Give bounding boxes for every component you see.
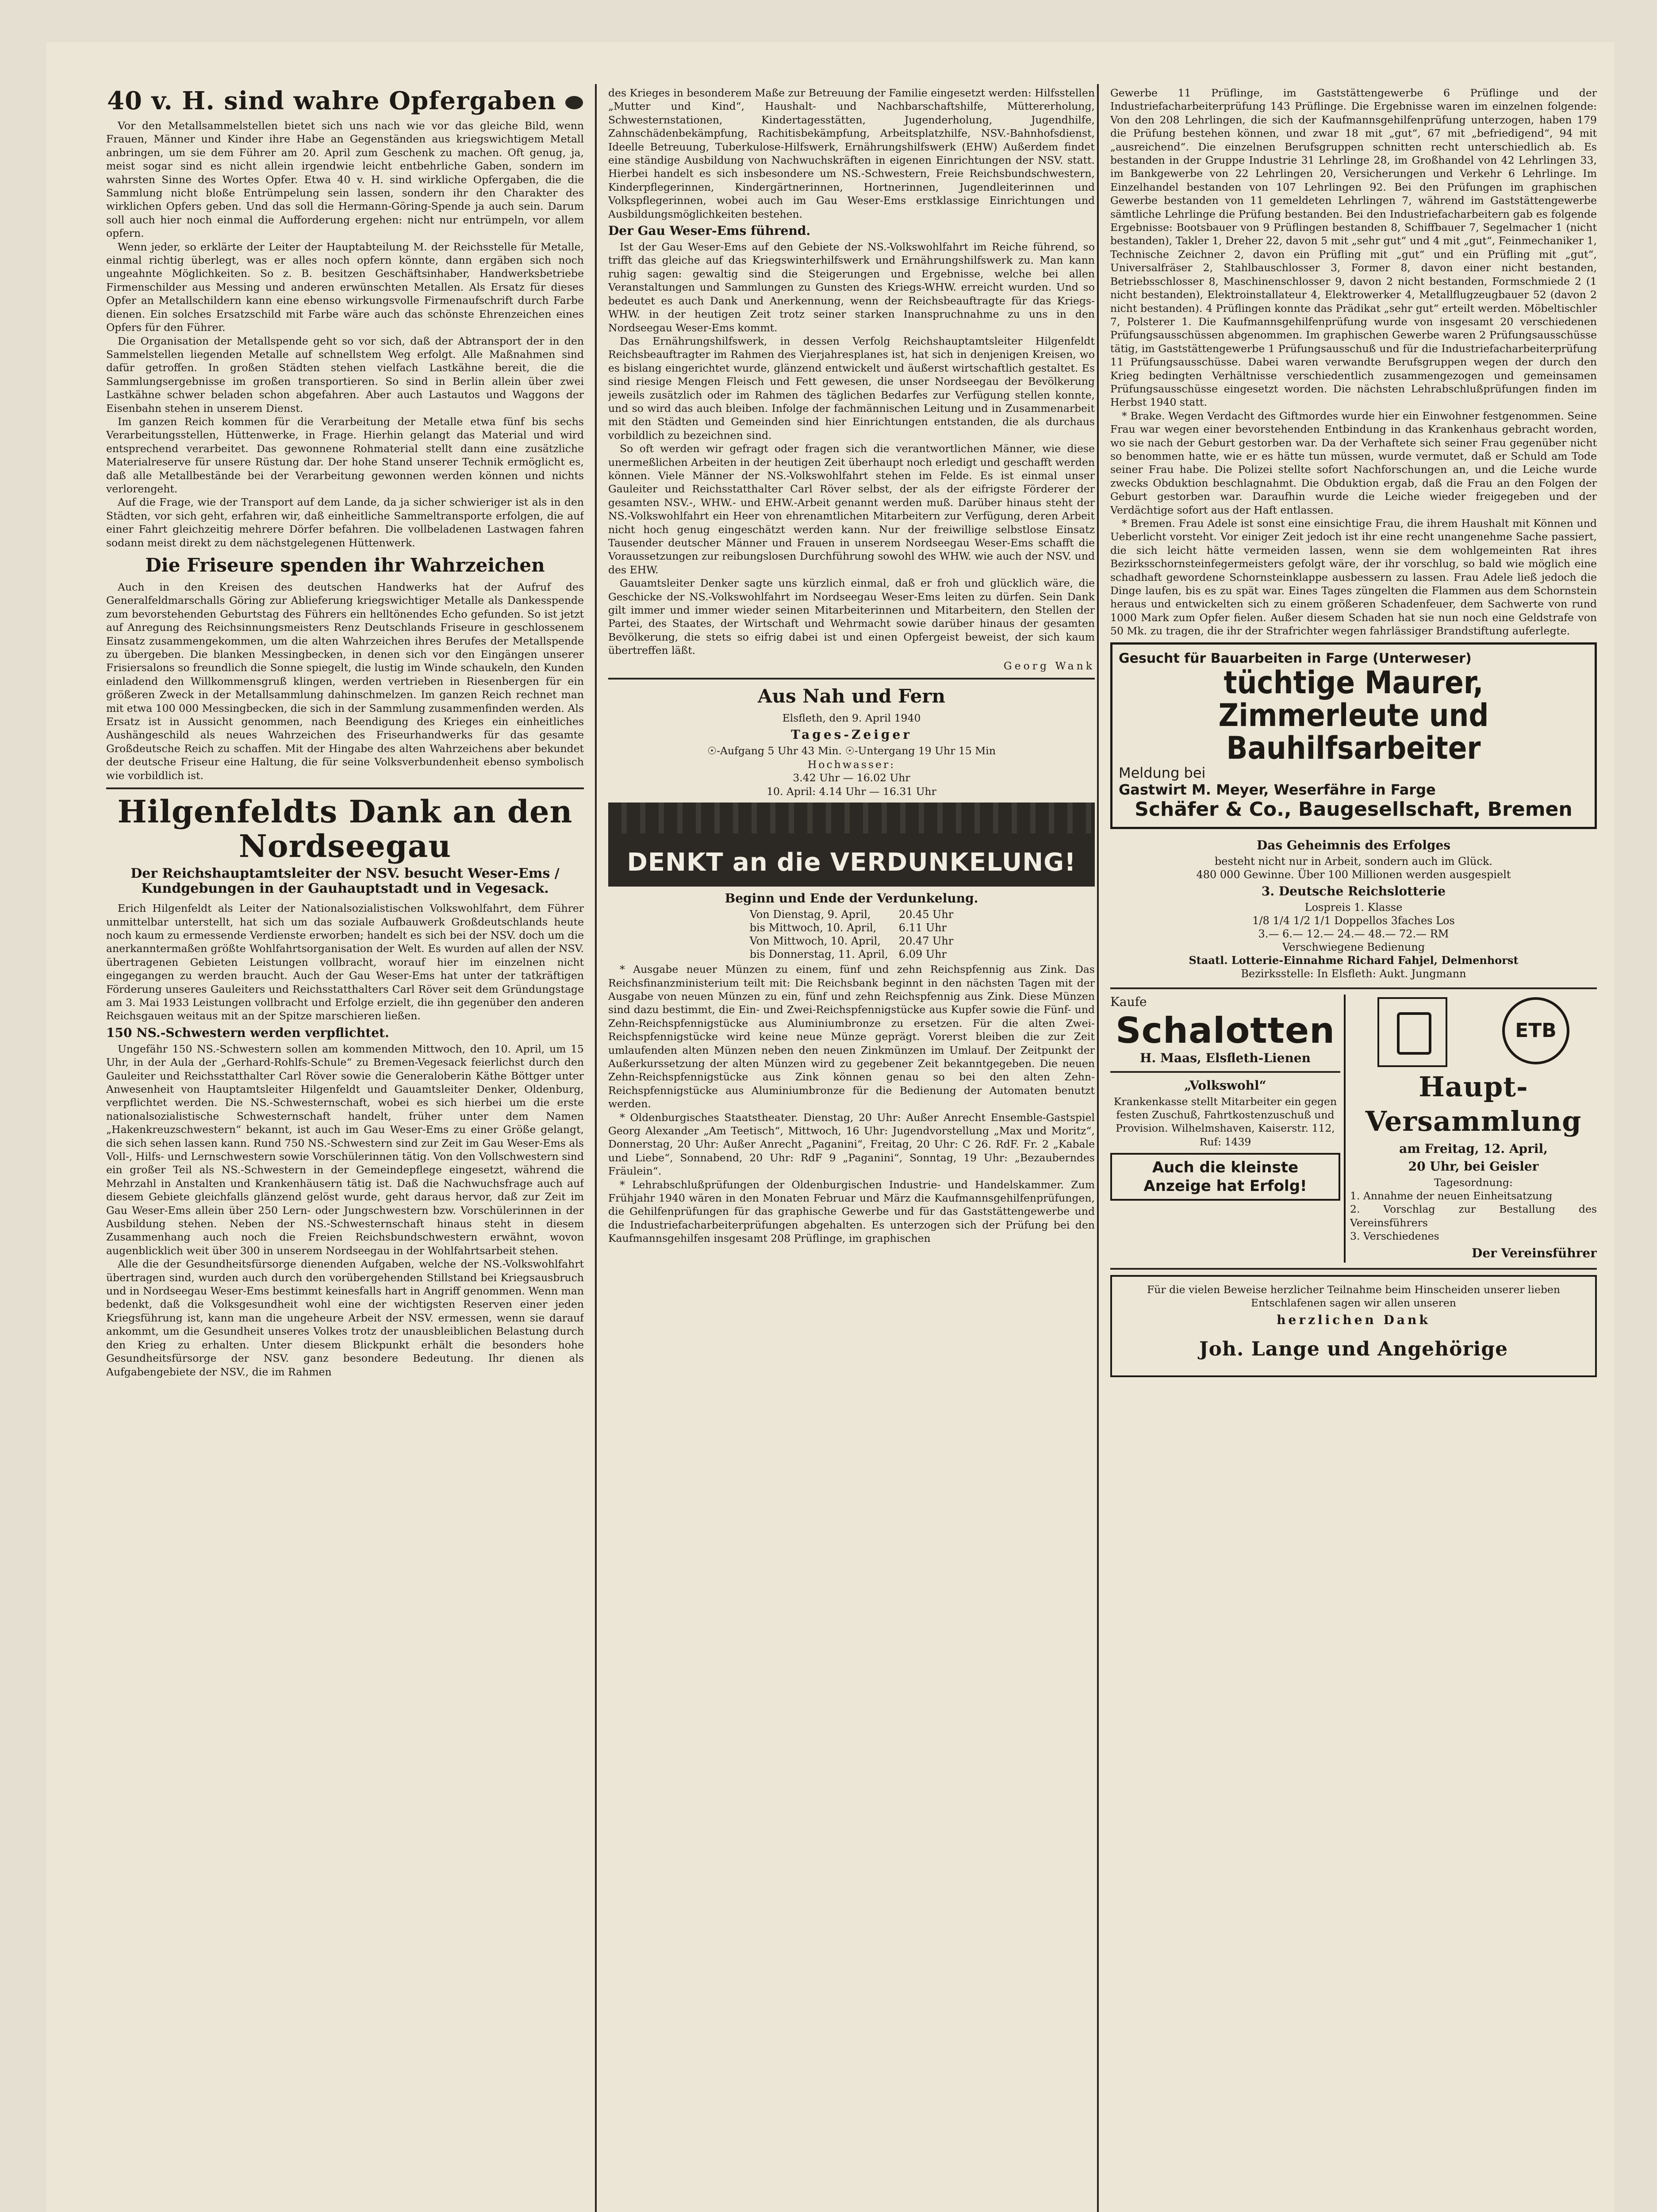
- paragraph: Das Ernährungshilfswerk, in dessen Verfolg Reichshauptamtsleiter Hilgenfeldt Reichsbeauftragter im Rahmen des Vierjahresplanes ist, hat sich in denjenigen Kreisen, wo es bislang eingerichtet wurde, glänzend entwickelt und äußerst wirtschaftlich gestaltet. Es sind riesige Mengen Fleisch und Fett gewesen, die unser Nordseegau der Bevölkerung jeweils zusätzlich oder im Rahmen des täglichen Bedarfes zur Verfügung stellen konnte, und so wird das auch bleiben. Infolge der fachmännischen Leitung und in Zusammenarbeit mit den Städten und Gemeinden sind hier Einrichtungen entstanden, die als durchaus vorbildlich zu bezeichnen sind.: [608, 334, 1095, 442]
- ad-schalotten-headline: Schalotten: [1115, 1010, 1335, 1051]
- paragraph: * Bremen. Frau Adele ist sonst eine einsichtige Frau, die ihrem Haushalt mit Können und Ueberlicht vorsteht. Vor einiger Zeit jedoch ist ihr eine recht unangenehme Sache passiert, die sich leicht hätte vermeiden lassen, wenn sie dem wohlgemeinten Rat ihres Bezirksschornsteinfegermeisters gefolgt wäre, der ihr vorschlug, so bald wie möglich eine schadhaft gewordene Schornsteinklappe ausbessern zu lassen. Frau Adele ließ jedoch die Dinge laufen, bis es zu spät war. Eines Tages züngelten die Flammen aus dem Schornstein heraus und entwickelten sich zu einem größeren Schadenfeuer, dem Sachwerte von rund 1000 Mark zum Opfer fielen. Außer diesem Schaden hat sie nun noch eine Geldstrafe von 50 Mk. zu tragen, die ihr der Strafrichter wegen fahrlässiger Brandstiftung auferlegte.: [1110, 517, 1597, 637]
- hv-agenda-heading: Tagesordnung:: [1434, 1176, 1513, 1189]
- hv-title-1: Haupt-: [1419, 1070, 1528, 1103]
- blackout-times-row: [744, 934, 959, 948]
- ad-lotterie: [1110, 833, 1597, 982]
- paragraph: Die Organisation der Metallspende geht so vor sich, daß der Abtransport der in den Sammelstellen liegenden Metalle auf schnellstem Weg erfolgt. Alle Maßnahmen sind dafür getroffen. In großen Städten stehen vielfach Lastkähne bereit, die die Sammlungsergebnisse im großen transportieren. So sind in Berlin allein über zwei Lastkähne schwer beladen schon abgefahren. Aber auch Lastautos und Waggons der Eisenbahn stehen in unserem Dienst.: [106, 334, 584, 415]
- high-water-today: 3.42 Uhr — 16.02 Uhr: [793, 772, 910, 784]
- hv-agenda-item: 1. Annahme der neuen Einheitsatzung: [1350, 1190, 1553, 1202]
- tages-zeiger-heading: Tages-Zeiger: [790, 727, 913, 742]
- blackout-times-heading: Beginn und Ende der Verdunkelung.: [725, 891, 978, 906]
- paragraph: Im ganzen Reich kommen für die Verarbeitung der Metalle etwa fünf bis sechs Verarbeitungsstellen, Hüttenwerke, in Frage. Hierhin gelangt das Material und wird entsprechend verarbeitet. Das gewonnene Rohmaterial stellt dann eine zusätzliche Materialreserve für unsere Rüstung dar. Der hohe Stand unserer Technik ermöglicht es, daß alle Metallbestände bei der Verarbeitung gewonnen werden können und nichts verlorengeht.: [106, 415, 584, 495]
- section-heading: 150 NS.-Schwestern werden verpflichtet.: [106, 1025, 389, 1040]
- divider: [106, 787, 584, 789]
- paragraph: Erich Hilgenfeldt als Leiter der Nationalsozialistischen Volkswohlfahrt, dem Führer unmittelbar unterstellt, hat sich um das soziale Aufbauwerk Großdeutschlands heute noch kaum zu ermessende Verdienste erworben; handelt es sich bei der NSV. doch um die anerkanntermaßen größte Wohlfahrtsorganisation der Welt. Es wurden auf allen der NSV. übertragenen Gebieten Leistungen vollbracht, worauf hier im einzelnen nicht eingegangen zu werden braucht. Auch der Gau Weser-Ems hat unter der tatkräftigen Förderung unseres Gauleiters und Reichsstatthalters Carl Röver seit dem Gründungstage am 3. Mai 1933 Leistungen vollbracht und Erfolge erzielt, die ihn gegenüber den anderen Reichsgauen weitaus mit an der Spitze marschieren ließen.: [106, 902, 584, 1022]
- article-continued: [608, 86, 1095, 672]
- column-3: [1110, 86, 1597, 2212]
- sun-times: ☉-Aufgang 5 Uhr 43 Min. ☉-Untergang 19 Uhr 15 Min: [707, 745, 996, 757]
- local-news: [608, 963, 1095, 1245]
- blackout-times-row: [744, 948, 959, 961]
- lotterie-line: 1/8 1/4 1/2 1/1 Doppellos 3faches Los: [1252, 914, 1455, 927]
- lotterie-heading: Das Geheimnis des Erfolges: [1256, 837, 1451, 853]
- ad-bauarbeiter-meldung: Meldung bei: [1119, 764, 1206, 781]
- blackout-times-cell: bis Donnerstag, 11. April,: [749, 948, 888, 961]
- headline-friseure: Die Friseure spenden ihr Wahrzeichen: [145, 554, 545, 576]
- ad-bauarbeiter-contact: Gastwirt M. Meyer, Weserfähre in Farge: [1119, 781, 1436, 798]
- paragraph: des Krieges in besonderem Maße zur Betreuung der Familie eingesetzt werden: Hilfsstellen „Mutter und Kind“, Haushalt- und Nachbarschaftshilfe, Müttererholung, Schwesternstationen, Kindertagesstätten, Jugenderholung, Jugendhilfe, Zahnschädenbekämpfung, Rachitisbekämpfung, Arbeitsplatzhilfe, NSV.-Bahnhofsdienst, Ideelle Betreuung, Tuberkulose-Hilfswerk, Ernährungshilfswerk (EHW) Außerdem findet eine ständige Ausbildung von Nachwuchskräften in eigenen Einrichtungen der NSV. statt. Hierbei handelt es sich insbesondere um NS.-Schwestern, Freie Reichsbundschwestern, Kinderpflegerinnen, Kindergärtnerinnen, Hortnerinnen, Jugendleiterinnen und Volkspflegerinnen, wobei auch im Gau Weser-Ems erstklassige Einrichtungen und Ausbildungsmöglichkeiten bestehen.: [608, 87, 1095, 220]
- ad-row: [1110, 995, 1597, 1263]
- ad-bauarbeiter-headline: tüchtige Maurer, Zimmerleute und Bauhilfsarbeiter: [1218, 664, 1489, 766]
- paragraph: * Lehrabschlußprüfungen der Oldenburgischen Industrie- und Handelskammer. Zum Frühjahr 1940 wären in den Monaten Februar und März die Kaufmannsgehilfenprüfungen, die Gehilfenprüfungen für das graphische Gewerbe und für das Gaststättengewerbe und die Industriefacharbeiterprüfungen abgehalten. Es unterzogen sich der Prüfung bei den Kaufmannsgehilfen insgesamt 208 Prüflinge, im graphischen: [608, 1178, 1095, 1245]
- ad-bauarbeiter-company: Schäfer & Co., Baugesellschaft, Bremen: [1135, 798, 1573, 821]
- local-news-continued: [1110, 86, 1597, 638]
- blackout-times-cell: Von Dienstag, 9. April,: [749, 908, 871, 921]
- lotterie-line: Bezirksstelle: In Elsfleth: Aukt. Jungmann: [1241, 967, 1466, 980]
- blackout-times-table: [744, 908, 959, 961]
- paragraph: * Brake. Wegen Verdacht des Giftmordes wurde hier ein Einwohner festgenommen. Seine Frau war wegen einer bevorstehenden Entbindung in das Krankenhaus gebracht worden, wo sie nach der Geburt gestorben war. Da der Verhaftete sich seiner Frau gegenüber nicht so benommen hatte, wie er es hätte tun müssen, wurde vermutet, daß er Schuld am Tode seiner Frau habe. Die Polizei stellte sofort Nachforschungen an, und die Leiche wurde zwecks Obduktion beschlagnahmt. Die Obduktion ergab, daß die Frau an den Folgen der Geburt gestorben war. Daraufhin wurde die Leiche wieder freigegeben und der Verdächtige sofort aus der Haft entlassen.: [1110, 409, 1597, 516]
- ad-volkswohl-text: Krankenkasse stellt Mitarbeiter ein gegen festen Zuschuß, Fahrtkostenzuschuß und Provision. Wilhelmshaven, Kaiserstr. 112, Ruf: 1439: [1113, 1095, 1337, 1148]
- paragraph: Auch in den Kreisen des deutschen Handwerks hat der Aufruf des Generalfeldmarschalls Göring zur Ablieferung kriegswichtiger Metalle als Dankesspende zum bevorstehenden Geburtstag des Führers ein helltönendes Echo gefunden. So ist jetzt auf Anregung des Reichsinnungsmeisters Renz Deutschlands Friseure in geschlossenem Einsatz zusammengekommen, um die alten Wahrzeichen ihres Berufes der Metallspende zu übergeben. Die blanken Messingbecken, in denen sich vor den Eingängen unserer Frisiersalons so freundlich die Sonne spiegelt, die lustig im Winde schaukeln, den Kunden einladend den Willkommensgruß klingen, werden vertrieben in Riesenbergen für ein größeren Zweck in der Metallsammlung dahinschmelzen. Im ganzen Reich rechnet man mit etwa 100 000 Messingbecken, die sich in der Sammlung zusammenfinden werden. Als Ersatz ist in Aussicht genommen, nach Beendigung des Krieges ein einheitliches Aushängeschild als neues Wahrzeichen des Friseurhandwerks für das gesamte Großdeutsche Reich zu schaffen. Mit der Hingabe des alten Wahrzeichens aber bekundet der deutsche Friseur eine Haltung, die für seine Volksverbundenheit ebenso symbolisch wie vorbildlich ist.: [106, 581, 584, 782]
- blackout-times-cell: 6.09 Uhr: [898, 948, 947, 961]
- headline-aus-nah-und-fern: Aus Nah und Fern: [757, 685, 946, 707]
- ad-kleinanzeige: [1110, 1153, 1340, 1201]
- lotterie-line: Lospreis 1. Klasse: [1304, 901, 1403, 914]
- divider: [1110, 1268, 1597, 1270]
- high-water-tomorrow: 10. April: 4.14 Uhr — 16.31 Uhr: [767, 785, 936, 798]
- dank-heading: herzlichen Dank: [1277, 1312, 1431, 1327]
- section-heading: Der Gau Weser-Ems führend.: [608, 223, 811, 238]
- column-2: [608, 86, 1095, 2212]
- blackout-times-cell: bis Mittwoch, 10. April,: [749, 922, 877, 934]
- blackout-times-cell: 20.47 Uhr: [898, 935, 954, 948]
- lotterie-line: Staatl. Lotterie-Einnahme Richard Fahjel, Delmenhorst: [1189, 953, 1519, 967]
- blackout-times-row: [744, 908, 959, 921]
- lotterie-line: besteht nicht nur in Arbeit, sondern auch im Glück.: [1214, 855, 1493, 868]
- paragraph: Vor den Metallsammelstellen bietet sich uns nach wie vor das gleiche Bild, wenn Frauen, Männer und Kinder ihre Habe an Gegenständen aus kriegswichtigem Metall anbringen, um sie dem Führer am 20. April zum Geschenk zu machen. Oft genug, ja, meist sogar sind es nicht allein irgendwie leicht entbehrliche Gaben, sondern im wahrsten Sinne des Wortes Opfer. Etwa 40 v. H. sind wirkliche Opfergaben, die die Sammlung nicht bloße Entrümpelung sein lassen, sondern ihr den Charakter des wirklichen Opfers geben. Und das soll die Hermann-Göring-Spende ja auch sein. Darum soll auch hier noch einmal die Aufforderung ergehen: nicht nur entrümpeln, vor allem opfern.: [106, 119, 584, 240]
- dateline: Elsfleth, den 9. April 1940: [782, 712, 921, 725]
- hv-agenda-item: 2. Vorschlag zur Bestallung des Vereinsführers: [1350, 1203, 1597, 1229]
- blackout-times-cell: 20.45 Uhr: [898, 908, 954, 921]
- paragraph: Auf die Frage, wie der Transport auf dem Lande, da ja sicher schwieriger ist als in den Städten, vor sich geht, erfahren wir, daß einheitliche Sammeltransporte erfolgen, die auf einer Fahrt gleichzeitig mehrere Dörfer befahren. Die vollbeladenen Lastwagen fahren sodann meist direkt zu dem nächstgelegenen Hüttenwerk.: [106, 496, 584, 549]
- paragraph: Gauamtsleiter Denker sagte uns kürzlich einmal, daß er froh und glücklich wäre, die Geschicke der NS.-Volkswohlfahrt im Nordseegau Weser-Ems leiten zu dürfen. Sein Dank gilt immer und immer wieder seinen Mitarbeiterinnen und Mitarbeitern, den Stellen der Partei, des Staates, der Wirtschaft und Wehrmacht sowie darüber hinaus der gesamten Bevölkerung, die stets so eifrig dabei ist und einen Opfergeist beweist, der sich kaum übertreffen läßt.: [608, 577, 1095, 657]
- paragraph: * Ausgabe neuer Münzen zu einem, fünf und zehn Reichspfennig aus Zink. Das Reichsfinanzministerium teilt mit: Die Reichsbank beginnt in den nächsten Tagen mit der Ausgabe von neuen Münzen zu ein, fünf und zehn Reichspfennig aus Zink. Diese Münzen sind dazu bestimmt, die Ein- und Zwei-Reichspfennigstücke aus Kupfer sowie die Fünf- und Zehn-Reichspfennigstücke aus Aluminiumbronze zu ersetzen. Für die alten Zwei-Reichspfennigstücke wird keine neue Münze geprägt. Vorerst bleiben die zur Zeit umlaufenden alten Münzen neben den neuen Zinkmünzen im Umlauf. Der Zeitpunkt der Außerkurssetzung der alten Münzen wird zu gegebener Zeit bekanntgegeben. Die neuen Zehn-Reichspfennigstücke aus Zink können genau so bei den alten Zehn-Reichspfennigstücke aus Aluminiumbronze für die Bedienung der Automaten benutzt werden.: [608, 963, 1095, 1110]
- article-friseure: [106, 580, 584, 782]
- hv-signature: Der Vereinsführer: [1472, 1245, 1597, 1260]
- hv-date: am Freitag, 12. April,: [1399, 1141, 1548, 1156]
- paragraph: Ungefähr 150 NS.-Schwestern sollen am kommenden Mittwoch, den 10. April, um 15 Uhr, in der Aula der „Gerhard-Rohlfs-Schule“ zu Bremen-Vegesack feierlichst durch den Gauleiter und Reichsstatthalter Carl Röver sowie die Generaloberin Käthe Böttger unter Anwesenheit von Hauptamtsleiter Hilgenfeldt und Gauamtsleiter Denker, Oldenburg, verpflichtet werden. Die NS.-Schwesternschaft, wobei es sich hierbei um die erste nationalsozialistische Schwesternschaft handelt, früher unter dem Namen „Hakenkreuzschwestern“ bekannt, ist auch im Gau Weser-Ems zu einer Größe gelangt, die sich sehen lassen kann. Rund 750 NS.-Schwestern sind zur Zeit im Gau Weser-Ems als Voll-, Hilfs- und Lernschwestern sowie Vorschülerinnen tätig. Von den Vollschwestern sind ein großer Teil als NS.-Schwestern in der Gemeindepflege eingesetzt, während die Mehrzahl in Anstalten und Krankenhäusern tätig ist. Daß die Nachwuchsfrage auch auf diesem Gebiete gleichfalls glänzend gelöst wurde, geht daraus hervor, daß zur Zeit im Gau Weser-Ems allein über 250 Lern- oder Jungschwestern bzw. Vorschülerinnen in der Ausbildung stehen. Neben der NS.-Schwesternschaft hinaus steht in diesem Zusammenhang auch noch die Freien Reichsbundschwestern erwähnt, wovon augenblicklich weit über 300 in unserem Nordseegau in der Wohlfahrtsarbeit stehen.: [106, 1042, 584, 1257]
- ad-danksagung: [1110, 1275, 1597, 1377]
- ad-kaufe: Kaufe: [1110, 994, 1147, 1009]
- subheadline-hilgenfeldt: Der Reichshauptamtsleiter der NSV. besucht Weser-Ems / Kundgebungen in der Gauhauptstadt und in Vegesack.: [130, 866, 560, 897]
- article-hilgenfeldt: [106, 902, 584, 1379]
- lotterie-title: 3. Deutsche Reichslotterie: [1261, 883, 1446, 899]
- skyline-graphic: [608, 803, 1095, 833]
- lotterie-line: Verschwiegene Bedienung: [1282, 941, 1425, 953]
- column-rule-1: [595, 84, 597, 2212]
- divider: [1110, 987, 1597, 989]
- lotterie-line: 3.— 6.— 12.— 24.— 48.— 72.— RM: [1258, 927, 1449, 940]
- high-water-label: Hochwasser:: [807, 758, 896, 771]
- ad-hauptversammlung: [1350, 995, 1597, 1263]
- paragraph: Gewerbe 11 Prüflinge, im Gaststättengewerbe 6 Prüflinge und der Industriefacharbeiterprüfung 143 Prüflinge. Die Ergebnisse waren im einzelnen folgende: Von den 208 Lehrlingen, die sich der Kaufmannsgehilfenprüfung unterzogen, haben 179 die Prüfung bestehen können, und zwar 18 mit „gut“, 67 mit „befriedigend“, 94 mit „ausreichend“. Die einzelnen Berufsgruppen schnitten recht unterschiedlich ab. Es bestanden in der Gruppe Industrie 31 Lehrlinge 28, im Großhandel von 42 Lehrlingen 33, im Bankgewerbe von 22 Lehrlingen 20, Versicherungen und Verkehr 6 Lehrlinge. Im Einzelhandel bestanden von 107 Lehrlingen 92. Bei den Prüfungen im graphischen Gewerbe bestanden von 11 gemeldeten Lehrlingen 7, während im Gaststättengewerbe sämtliche Lehrlinge die Prüfung bestanden. Bei den Industriefacharbeitern gab es folgende Ergebnisse: Bootsbauer von 9 Prüflingen bestanden 8, Schiffbauer 7, Segelmacher 1 (nicht bestanden), Takler 1, Dreher 22, davon 5 mit „sehr gut“ und 4 mit „gut“, Feinmechaniker 1, Technische Zeichner 2, davon ein Prüfling mit „gut“ und ein Prüfling mit „gut“, Universalfräser 2, Stahlbauschlosser 3, Former 8, davon einer nicht bestanden, Betriebsschlosser 8, Maschinenschlosser 9, davon 2 nicht bestanden, Formschmiede 2 (1 nicht bestanden), Elektroinstallateur 4, Elektrowerker 4, Metallflugzeugbauer 52 (davon 2 nicht bestanden). 4 Prüflingen konnte das Prädikat „sehr gut“ erteilt werden. Möbeltischler 7, Polsterer 1. Die Kaufmannsgehilfenprüfung wurde von insgesamt 20 verschiedenen Prüfungsausschüssen abgenommen. Im graphischen Gewerbe waren 2 Prüfungsausschüsse tätig, im Gaststättengewerbe 1 Prüfungsausschuß und für die Industriefacharbeiterprüfung 11 Prüfungsausschüsse. Dabei waren verwandte Berufsgruppen wegen der durch den Krieg bedingten Verhältnisse verschiedentlich zusammengezogen und gemeinsamen Prüfungsausschüsse eingesetzt worden. Die nächsten Lehrabschlußprüfungen finden im Herbst 1940 statt.: [1110, 87, 1597, 409]
- ad-schalotten: [1110, 995, 1346, 1263]
- column-1: [106, 86, 584, 2212]
- article-opfergaben: [106, 119, 584, 549]
- divider: [608, 678, 1095, 680]
- etb-logo: ETB: [1502, 997, 1569, 1064]
- headline-hilgenfeldt: Hilgenfeldts Dank an den Nordseegau: [117, 793, 573, 865]
- ad-kleinanzeige-line: Anzeige hat Erfolg!: [1143, 1177, 1307, 1195]
- ad-bauarbeiter-intro: Gesucht für Bauarbeiten in Farge (Unterweser): [1119, 650, 1472, 666]
- headline-opfergaben: 40 v. H. sind wahre Opfergaben: [106, 86, 584, 115]
- paragraph: Ist der Gau Weser-Ems auf den Gebiete der NS.-Volkswohlfahrt im Reiche führend, so trifft das gleiche auf das Kriegswinterhilfswerk und Ernährungshilfswerk zu. Man kann ruhig sagen: gewaltig sind die Steigerungen und Ergebnisse, welche bei allen Veranstaltungen und Sammlungen zu Gunsten des Kriegs-WHW. erreicht wurden. Und so bedeutet es auch Dank und Anerkennung, wenn der Reichsbeauftragte für das Kriegs-WHW. in der heutigen Zeit trotz seiner starken Inanspruchnahme zu uns in den Nordseegau Weser-Ems kommt.: [608, 241, 1095, 334]
- column-rule-2: [1097, 84, 1099, 2212]
- lotterie-line: 480 000 Gewinne. Über 100 Millionen werden ausgespielt: [1196, 868, 1511, 881]
- blackout-times-cell: Von Mittwoch, 10. April,: [749, 935, 881, 948]
- paragraph: So oft werden wir gefragt oder fragen sich die verantwortlichen Männer, wie diese unermeßlichen Arbeiten in der heutigen Zeit überhaupt noch erledigt und geschafft werden können. Viele Männer der NS.-Volkswohlfahrt stehen im Felde. Es ist einmal unser Gauleiter und Reichsstatthalter Carl Röver selbst, der als der eifrigste Förderer der gesamten NSV.-, WHW.- und EHW.-Arbeit genannt werden muß. Darüber hinaus steht der NS.-Volkswohlfahrt ein Heer von ehrenamtlichen Mitarbeitern zur Verfügung, deren Arbeit nicht hoch genug eingeschätzt werden kann. Nur der freiwillige selbstlose Einsatz Tausender deutscher Männer und Frauen in unserem Nordseegau Weser-Ems schafft die Voraussetzungen zur reibungslosen Durchführung sowohl des WHW. wie auch der NSV. und des EHW.: [608, 442, 1095, 576]
- paragraph: Wenn jeder, so erklärte der Leiter der Hauptabteilung M. der Reichsstelle für Metalle, einmal richtig überlegt, was er alles noch opfern könnte, dann ergäben sich noch ungeahnte Möglichkeiten. So z. B. besitzen Geschäftsinhaber, Handwerksbetriebe Firmenschilder aus Messing und anderen erwünschten Metallen. Als Ersatz für dieses Opfer an Metallschildern kann eine ebenso wirkungsvolle Firmenaufschrift durch Farbe dienen. Ein solches Ersatzschild mit Farbe wäre auch das schönste Ehrenzeichen eines Opfers für den Führer.: [106, 240, 584, 334]
- blackout-times-cell: 6.11 Uhr: [898, 922, 947, 934]
- seal-icon: [565, 96, 583, 109]
- divider: [1110, 1071, 1340, 1073]
- ad-volkswohl-title: „Volkswohl“: [1184, 1078, 1266, 1093]
- author-signature: Georg Wank: [1003, 659, 1095, 672]
- ad-bauarbeiter: [1110, 642, 1597, 829]
- blackout-times-row: [744, 921, 959, 934]
- hv-agenda-item: 3. Verschiedenes: [1350, 1230, 1439, 1243]
- eagle-emblem-icon: [1377, 997, 1447, 1067]
- hv-time: 20 Uhr, bei Geisler: [1408, 1159, 1539, 1174]
- paragraph: * Oldenburgisches Staatstheater. Dienstag, 20 Uhr: Außer Anrecht Ensemble-Gastspiel Georg Alexander „Am Teetisch“, Mittwoch, 16 Uhr: Jugendvorstellung „Max und Moritz“, Donnerstag, 20 Uhr: Außer Anrecht „Paganini“, Freitag, 20 Uhr: C 26. RdF. Fr. 2 „Kabale und Liebe“, Sonnabend, 20 Uhr: RdF 9 „Paganini“, Sonntag, 19 Uhr: „Bezauberndes Fräulein“.: [608, 1111, 1095, 1178]
- blackout-banner-text: DENKT an die VERDUNKELUNG!: [627, 848, 1076, 877]
- paragraph: Alle die der Gesundheitsfürsorge dienenden Aufgaben, welche der NS.-Volkswohlfahrt übertragen sind, wurden auch durch den vorübergehenden Stillstand bei Kriegsausbruch und in Nordseegau Weser-Ems bestimmt keinesfalls hart in Angriff genommen. Wenn man bedenkt, daß die Volksgesundheit wohl eine der wichtigsten Reserven einer jeden Kriegsführung ist, kann man die ungeheure Arbeit der NSV. ermessen, wenn sie darauf ankommt, um die Gesundheit unseres Volkes trotz der unausbleiblichen Belastung durch den Krieg zu erhalten. Unter diesem Blickpunkt erhält die besonders hohe Gesundheitsfürsorge der NSV. ganz besondere Bedeutung. Ihr dienen als Aufgabengebiete der NSV., die im Rahmen: [106, 1258, 584, 1378]
- blackout-banner: [608, 803, 1095, 887]
- ad-schalotten-firm: H. Maas, Elsfleth-Lienen: [1140, 1050, 1311, 1065]
- dank-text: Für die vielen Beweise herzlicher Teilnahme beim Hinscheiden unserer lieben Entschlafenen sagen wir allen unseren: [1147, 1283, 1561, 1310]
- ad-kleinanzeige-line: Auch die kleinste: [1152, 1159, 1299, 1177]
- hv-title-2: Versammlung: [1365, 1105, 1582, 1137]
- dank-signature: Joh. Lange und Angehörige: [1199, 1337, 1508, 1360]
